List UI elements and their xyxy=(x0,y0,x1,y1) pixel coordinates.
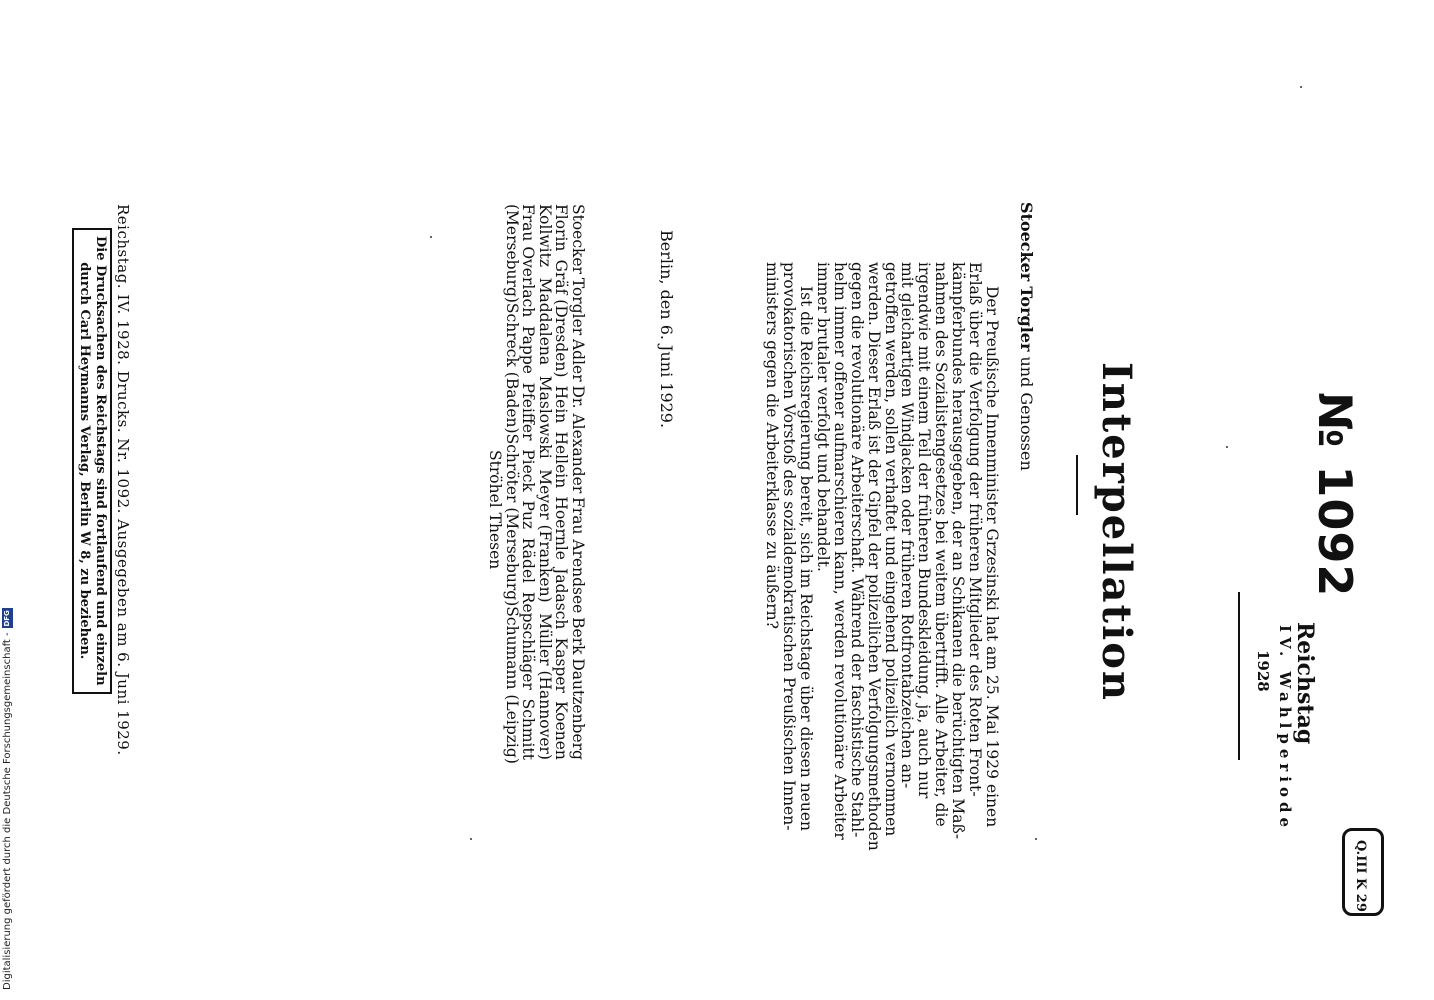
submitters-line xyxy=(1017,202,1036,471)
publisher-notice-line: Die Drucksachen des Reichstags sind fortlaufend und einzeln xyxy=(93,236,108,686)
document-number: № 1092 xyxy=(1308,392,1362,598)
dfg-credit xyxy=(2,608,13,990)
body-line: irgendwie mit einem Teil der früheren Bundeskleidung, ja, auch nur xyxy=(915,262,934,799)
signers-row xyxy=(553,204,570,760)
submitters-suffix: und Genossen xyxy=(1017,351,1036,471)
signers-row xyxy=(536,204,553,760)
signer-name: Koenen xyxy=(552,701,571,760)
signer-name: Müller (Hannover) xyxy=(535,613,554,760)
stamp-text: Q.III K 29 xyxy=(1353,840,1368,912)
reichstag-label: Reichstag xyxy=(1292,622,1318,745)
signer-name: Hoernle xyxy=(552,496,571,560)
body-line: provokatorischen Vorstoß des sozialdemokratischen Preußischen Innen- xyxy=(780,262,799,831)
signer-name: Gräf (Dresden) xyxy=(552,259,571,378)
signers-block xyxy=(486,204,587,764)
signer-name: Puz xyxy=(519,500,538,530)
signer-name: Schmitt xyxy=(519,698,538,760)
signer-name: Schreck (Baden) xyxy=(502,302,521,434)
signer-name: Jadasch xyxy=(552,568,571,630)
signer-name: Berk xyxy=(569,617,587,655)
signer-name: Dautzenberg xyxy=(569,658,587,760)
signers-last: Ströhel Thesen xyxy=(486,450,505,570)
signer-name: Meyer (Franken) xyxy=(535,469,554,603)
body-line: Der Preußische Innenminister Grzesinski hat am 25. Mai 1929 einen xyxy=(983,286,1001,828)
signer-name: Stoecker xyxy=(569,204,587,275)
signers-row xyxy=(520,204,537,760)
signers-row xyxy=(502,204,521,764)
scan-speck xyxy=(1300,86,1302,88)
signer-name: Frau Overlach xyxy=(519,204,538,318)
scan-speck xyxy=(470,838,472,840)
body-line: ministers gegen die Arbeiterklasse zu äußern? xyxy=(763,262,782,629)
document-title: Interpellation xyxy=(1093,362,1140,702)
signer-name: Schröter (Merseburg) xyxy=(502,433,521,607)
signer-name: Torgler xyxy=(569,277,587,336)
submitter-name-2: Torgler xyxy=(1017,286,1036,352)
signer-name: Kollwitz xyxy=(535,204,554,268)
signer-name: Schumann (Leipzig) xyxy=(502,606,521,764)
body-line: Erlaß über die Verfolgung der früheren Mitglieder des Roten Front- xyxy=(966,262,985,797)
body-line: mit gleichartigen Windjacken oder früheren Rotfrontabzeichen an- xyxy=(898,262,917,789)
signer-name: Hellein xyxy=(552,431,571,489)
signer-name: (Merseburg) xyxy=(502,204,521,303)
scan-speck xyxy=(1035,838,1037,840)
body-line: Ist die Reichsregierung bereit, sich im Reichstage über diesen neuen xyxy=(797,286,816,831)
dfg-logo: DFG xyxy=(3,610,11,627)
year-label: 1928 xyxy=(1254,650,1272,692)
interpellation-body xyxy=(763,262,1000,851)
signer-name: Florin xyxy=(552,204,571,252)
signer-name: Adler xyxy=(569,338,587,382)
signer-name: Repschläger xyxy=(519,591,538,690)
signer-name: Kasper xyxy=(552,637,571,693)
body-line: nahmen des Sozialistengesetzes bei weitem übertrifft. Alle Arbeiter, die xyxy=(932,262,951,827)
signer-name: Rädel xyxy=(519,537,538,584)
signer-name: Frau Arendsee xyxy=(569,497,587,614)
body-line: helm immer offener aufmarschieren kann, werden revolutionäre Arbeiter xyxy=(830,262,849,840)
publisher-notice-box xyxy=(72,228,112,694)
wahlperiode-label: IV. Wahlperiode xyxy=(1276,625,1294,833)
publisher-notice-line: durch Carl Heymanns Verlag, Berlin W 8, zu beziehen. xyxy=(77,262,92,660)
header-divider xyxy=(1238,592,1240,760)
signer-name: Maddalena xyxy=(535,277,554,366)
print-footer: Reichstag. IV. 1928. Drucks. Nr. 1092. Ausgegeben am 6. Juni 1929. xyxy=(114,204,132,756)
signer-name: Dr. Alexander xyxy=(569,385,587,494)
submitter-name: Stoecker xyxy=(1017,202,1036,282)
signer-name: Hein xyxy=(552,385,571,424)
scan-speck xyxy=(430,236,432,238)
signer-name: Pieck xyxy=(519,449,538,492)
body-line: gegen die revolutionäre Arbeiterschaft. Während der faschistische Stahl- xyxy=(847,262,866,838)
dfg-credit-text: Digitalisierung gefördert durch die Deutsche Forschungsgemeinschaft - xyxy=(2,632,13,990)
date-line: Berlin, den 6. Juni 1929. xyxy=(657,230,676,429)
body-line: getroffen werden, sollen verhaftet und eingehend polizeilich vernommen xyxy=(881,262,900,837)
signers-row xyxy=(569,204,586,760)
scan-speck xyxy=(1226,446,1228,448)
body-line: werden. Dieser Erlaß ist der Gipfel der polizeilichen Verfolgungsmethoden xyxy=(864,262,883,851)
signer-name: Pfeiffer xyxy=(519,382,538,441)
title-divider xyxy=(1076,455,1078,515)
body-line: kämpferbundes herausgegeben, der an Schikanen die berüchtigten Maß- xyxy=(949,262,968,840)
body-line: immer brutaler verfolgt und behandelt. xyxy=(813,262,832,572)
signer-name: Pappe xyxy=(519,325,538,374)
signer-name: Maslowski xyxy=(535,375,554,459)
